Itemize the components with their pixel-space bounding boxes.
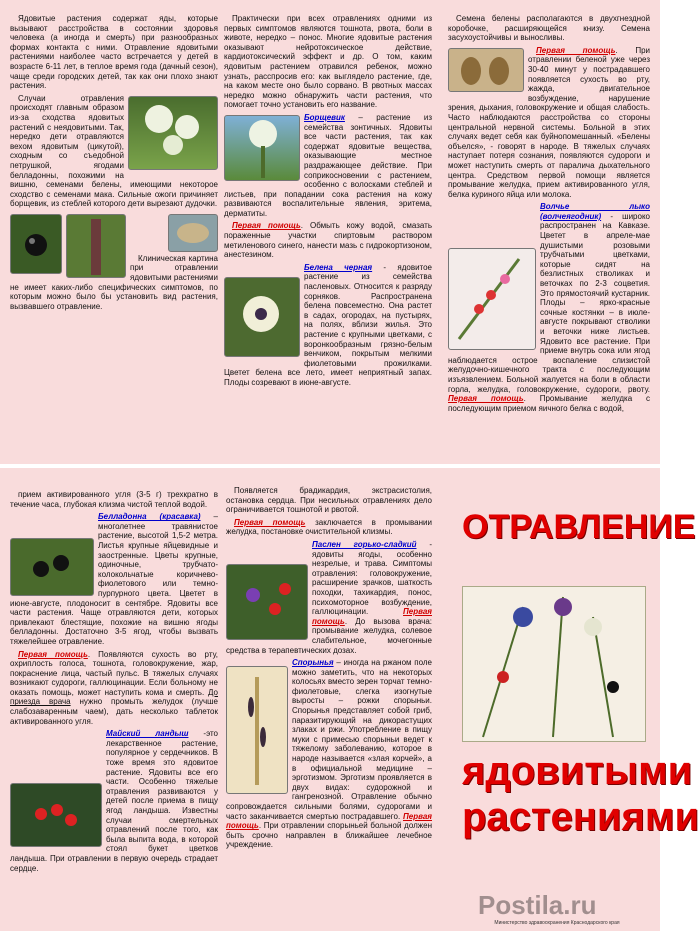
henbane-firstaid-text: . При отравлении беленой уже через 30-40 минут у пострадавшего появляется сухость во рту, жажда, двигательное возбуждение, нарушение зрения, дыхания, головокружение и общая слабость. Часто наблюдаются расстройства со стороны центральной нервной системы. Больной в этих случаях ведет себя как буйнопомешанный. «Белены объелся», - говорят в народе. В тяжелых случаях наступает потеря сознания, появляются судороги и может наступить смерть от паралича дыхательного центра. Средством первой помощи является промывание желудка, прием активированного угля, белка куриного яйца или молока. <box>448 45 650 199</box>
hogweed-stem-image <box>66 214 126 278</box>
nightshade-icon <box>227 565 307 639</box>
henbane-pods-image <box>448 48 524 92</box>
belladonna-heading: Белладонна (красавка) <box>98 512 201 522</box>
nightshade-heading: Паслен горько-сладкий <box>312 539 417 549</box>
belladonna-firstaid <box>10 650 218 727</box>
nightshade-firstaid-text: . До вызова врача: промывание желудка, солевое слабительное, мочегонные средства в терапевтических дозах. <box>226 616 432 655</box>
ergot-image <box>226 666 288 794</box>
column-4 <box>10 490 218 876</box>
clinical-paragraph: Клиническая картина при отравлении ядовитыми растениями не имеет каких-либо специфических симптомов, по которым можно было бы установить вид растения, вызвавшего отравление. <box>10 253 218 311</box>
column-1 <box>10 14 218 314</box>
hogweed-text: – растение из семейства зонтичных. Ядовиты все части растения, так как содержат ядовитые вещества, оказывающие местное раздражающее действие. При соприкосновении с растением, особенно с волосками стеблей и листьев, при попадании сока растения на кожу развиваются воспалительные явления, эритема, дерматиты. <box>224 112 432 218</box>
hogweed-heading: Борщевик <box>304 112 345 122</box>
symptoms-paragraph: Практически при всех отравлениях одними из первых симптомов являются тошнота, рвота, боли в животе, нередко – понос. Многие ядовитые растения оказывают нейротоксическое действие, кардиотоксический эффект и др. О том, каким ядовитым растением отравился ребенок, можно узнать, расспросив его: как выглядело растение, где, на каком месте оно было сорвано. В рвотных массах нередко можно обнаружить части растения, что помогает точно установить его название. <box>224 14 432 110</box>
cause-paragraph: Случаи отравления происходят главным образом из-за сходства ядовитых растений с неядовитыми. Так, нередко дети отравляются вехом ядовитым (цикутой), сходным со съедобной петрушкой, ягодами белладонны, похожими на вишню, семенами белены, имеющими некоторое сходство с семенами мака. Сильные ожоги причиняет борщевик, из стеблей которого дети вырезают дудочки. <box>10 93 218 209</box>
nightshade-image <box>226 564 308 640</box>
before-doctor-text: нужно промыть желудок (лучше слабозаваренным чаем), дать несколько таблеток активированного угля. <box>10 697 218 726</box>
belladonna-firstaid-text: . Появляются сухость во рту, охриплость голоса, тошнота, головокружение, жар, покраснение лица, частый пульс. В тяжелых случаях возникают судороги, галлюцинации. Если больному не оказать помощь, может наступить кома и смерть. <box>10 649 218 697</box>
henbane-flower-icon <box>225 278 299 356</box>
plants-illustration-icon <box>463 587 645 741</box>
ergot-heading: Спорынья <box>292 658 334 668</box>
firstaid-label: Первая помощь <box>232 221 301 231</box>
column-2 <box>224 14 432 391</box>
firstaid-label: Первая помощь <box>226 811 432 831</box>
berry-icon <box>11 215 61 273</box>
lily-symptoms-paragraph: Появляется брадикардия, экстрасистолия, остановка сердца. При несильных отравлениях дело ограничивается тошнотой и рвотой. <box>226 486 432 515</box>
hemlock-icon <box>129 97 217 169</box>
seeds-image <box>168 214 218 252</box>
ergot-text: – иногда на ржаном поле можно заметить, что на некоторых колосьях вместо зерен торчат темно-фиолетовые, слегка изогнутые выросты – рожки спорыньи. Спорынья представляет собой гриб, паразитирующий на дикорастущих злаках и ржи. Употребление в пищу муки с примесью спорыньи ведет к тяжелому заболеванию, которое в народе называется «злая корчей», а в официальной медицине – эрготизмом. Эрготизм проявляется в двух видах: судорожной и гангренозной. Отравление обычно сопровождается сильными болями, судорогами и часто заканчивается смертью пострадавшего. <box>226 658 432 821</box>
top-page <box>0 0 660 464</box>
firstaid-label: Первая помощь <box>536 45 616 55</box>
pods-icon <box>449 49 523 91</box>
belladonna-icon <box>11 539 93 595</box>
stem-icon <box>67 215 125 277</box>
lily-heading: Майский ландыш <box>106 729 189 739</box>
hemlock-image <box>128 96 218 170</box>
henbane-text: - ядовитое растение из семейства пасленовых. Относится к разряду сорняков. Распространена белена повсеместно. Она растет в садах, огородах, на пустырях, на полях, вблизи жилья. Это растение с крупными цветками, с воронкообразным грязно-белым венчиком, покрытым мелкими фиолетовыми прожилками. Цветет белена все лето, имеет неприятный запах. Плоды созревают в июне-августе. <box>224 262 433 387</box>
daphne-image <box>448 248 536 350</box>
lily-text: -это лекарственное растение, популярное у сердечников. В тоже время это ядовитое растение. Ядовиты все его части. Особенно тяжелые отравления развиваются у детей после приема в пищу ягод ландыша. Известны случаи смертельных отравлений после того, как была выпита вода, в которой стоял букет цветков ландыша. При отравлении в первую очередь страдает сердце. <box>10 729 218 873</box>
cover-art <box>462 586 646 742</box>
daphne-heading: Волчье лыко (волчеягодник) <box>540 202 650 221</box>
brochure-subtitle: ядовитыми растениями <box>462 749 699 839</box>
hogweed-icon <box>225 116 299 180</box>
henbane-seeds-paragraph: Семена белены располагаются в двухгнездной коробочке, расширяющейся книзу. Семена засухоустойчивы и выносливы. <box>448 14 650 43</box>
hogweed-firstaid-text: . Обмыть кожу водой, смазать пораженные участки спиртовым раствором метиленового синего, нанести мазь с гидрокортизоном, анестезином. <box>224 221 432 260</box>
nightshade-text: - ядовиты ягоды, особенно незрелые, и трава. Симптомы отравления: головокружение, расширение зрачков, шаткость походки, тахикардия, понос, психомоторное возбуждение, галлюцинации. <box>312 539 433 617</box>
daphne-text: - широко распространен на Кавказе. Цветет в апреле-мае душистыми розовыми трубчатыми цветками, которые сидят на безлистных стволиках и веточках по 2-3 соцветия. Это прямостоячий кустарник. Плоды – ярко-красные сочные костянки – в июле-августе покрывают стволики и веточки ниже листьев. Ядовито все растение. При приеме внутрь сока или ягод наблюдается острое воспаление слизистой желудочно-кишечного тракта с последующим изъязвлением. Больной жалуется на боли в области горла, желудка, головокружение, судороги, рвоту. <box>448 211 650 394</box>
firstaid-label: Первая помощь <box>448 394 524 404</box>
hogweed-firstaid <box>224 221 432 259</box>
firstaid-label: Первая помощь <box>18 649 88 659</box>
belladonna-image <box>10 538 94 596</box>
belladonna-berry-image <box>10 214 62 274</box>
column-3 <box>448 14 650 416</box>
daphne-firstaid-text: . Промывание желудка с последующим приемом яичного белка с водой, <box>448 394 650 413</box>
henbane-heading: Белена черная <box>304 262 373 272</box>
hogweed-image <box>224 115 300 181</box>
column-5 <box>226 486 432 853</box>
watermark: Postila.ru <box>478 890 597 920</box>
before-doctor-label: До приезда врача <box>10 687 218 707</box>
lily-image <box>10 783 102 847</box>
lily-firstaid-text: заключается в промывании желудка, постановке очистительной клизмы. <box>226 517 432 537</box>
henbane-image <box>224 277 300 357</box>
firstaid-label: Первая помощь <box>234 517 306 527</box>
ergot-icon <box>227 667 287 793</box>
intro-paragraph: Ядовитые растения содержат яды, которые вызывают расстройства в состоянии здоровья человека (а иногда и смерть) при разнообразных формах контакта с ними. Отравление ядовитыми растениями наиболее часто встречается у детей в возрасте 6-11 лет, в теплое время года (дачный сезон), чаще среди городских детей, так как они плохо знают растения. <box>10 14 218 91</box>
daphne-icon <box>449 249 535 349</box>
ministry-footer: Министерство здравоохранения Краснодарского края <box>494 920 620 926</box>
lily-icon <box>11 784 101 846</box>
seeds-icon <box>169 215 217 251</box>
lily-firstaid <box>226 518 432 537</box>
ergot-firstaid-text: . При отравлении спорыньей больной должен быть срочно направлен в ближайшее лечебное учреждение. <box>226 821 432 850</box>
firstaid-label: Первая помощь <box>312 607 432 626</box>
charcoal-paragraph: прием активированного угля (3-5 г) трехкратно в течение часа, глубокая клизма чистой теплой водой. <box>10 490 218 509</box>
belladonna-text: – многолетнее травянистое растение, высотой 1,5-2 метра. Листья крупные яйцевидные и заостренные. Цветы крупные, одиночные, трубчато-колокольчатые коричнево-фиолетового или темно-пурпурного цвета. Цветет в июне-августе, плодоносит в сентябре. Ядовиты все части растения. Чаще отравляются дети, которых привлекают блестящие, похожие на вишню ягоды белладонны. Достаточно 3-5 ягод, чтобы вызвать тяжелейшее отравление. <box>10 512 218 646</box>
brochure-title: ОТРАВЛЕНИЕ <box>462 508 696 546</box>
